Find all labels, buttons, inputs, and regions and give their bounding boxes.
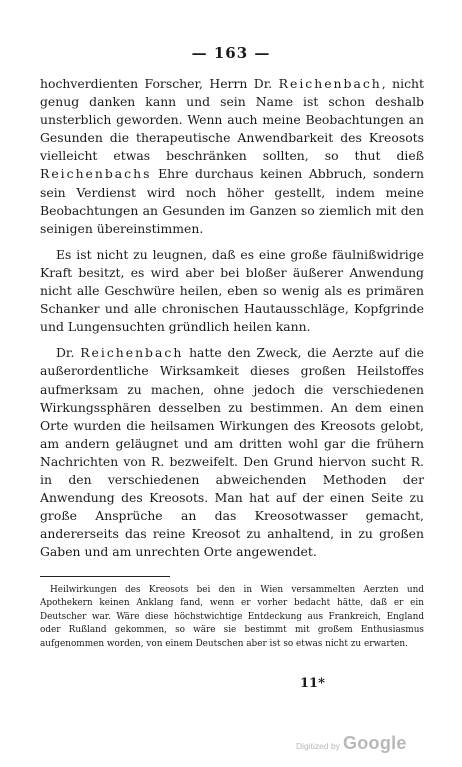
main-text — [40, 75, 424, 561]
footnote-divider — [40, 576, 170, 577]
name-reichenbach: Reichenbach — [80, 345, 184, 361]
digitization-watermark — [296, 733, 407, 754]
signature-mark: 11* — [300, 676, 325, 691]
paragraph-1 — [40, 75, 424, 238]
paragraph-3 — [40, 344, 424, 561]
watermark-prefix: Digitized by — [296, 741, 340, 751]
page-number: — 163 — — [191, 44, 271, 62]
text-segment: Ehre durchaus keinen Abbruch, sondern sein Verdienst wird noch höher gestellt, indem meine Beobachtungen an Gesunden im Ganzen so ziemlich mit den seinigen übereinstimmen. — [40, 166, 424, 236]
footnote: Heilwirkungen des Kreosots bei den in Wien versammelten Aerzten und Apothekern keinen Anklang fand, wenn er vorher bedacht hätte, daß er ein Deutscher war. Wäre diese höchstwichtige Entdeckung aus Frankreich, England oder Rußland gekommen, so wäre sie bestimmt mit großem Enthusiasmus aufgenommen worden, von einem Deutschen aber ist so etwas nicht zu erwarten. — [40, 585, 424, 649]
text-segment: hochverdienten Forscher, Herrn Dr. — [40, 76, 279, 91]
text-segment: Es ist nicht zu leugnen, daß es eine große fäulnißwidrige Kraft besitzt, es wird aber bei bloßer äußerer Anwendung nicht alle Geschwüre heilen, eben so wenig als es primären Schanker und alle chronischen Hautausschläge, Kopfgrinde und Lungensuchten gründlich heilen kann. — [40, 246, 424, 335]
paragraph-2 — [40, 246, 424, 336]
text-segment: , nicht genug danken kann und sein Name ist schon deshalb unsterblich geworden. Wenn auch meine Beobachtungen an Gesunden die therapeutische Anwendbarkeit des Kreosots vielleicht etwas beschränken sollten, so thut dieß — [40, 76, 424, 164]
google-logo: Google — [342, 733, 407, 753]
text-segment: Dr. — [56, 345, 81, 361]
text-segment: hatte den Zweck, die Aerzte auf die außerordentliche Wirksamkeit dieses großen Heilstoffes aufmerksam zu machen, ohne jedoch die verschiedenen Wirkungssphären desselben zu bestimmen. An dem einen Orte wurden die heilsamen Wirkungen des Kreosots gelobt, am andern geläugnet und am dritten wohl gar die frühern Nachrichten von R. bezweifelt. Den Grund hiervon sucht R. in den verschiedenen abweichenden Methoden der Anwendung des Kreosots. Man hat auf der einen Seite zu große Ansprüche an das Kreosotwasser gemacht, andererseits das reine Kreosot zu anhaltend, in zu großen Gaben und am unrechten Orte angewendet. — [40, 345, 424, 560]
name-reichenbachs: Reichenbachs — [40, 166, 152, 182]
name-reichenbach: Reichenbach — [278, 76, 382, 91]
